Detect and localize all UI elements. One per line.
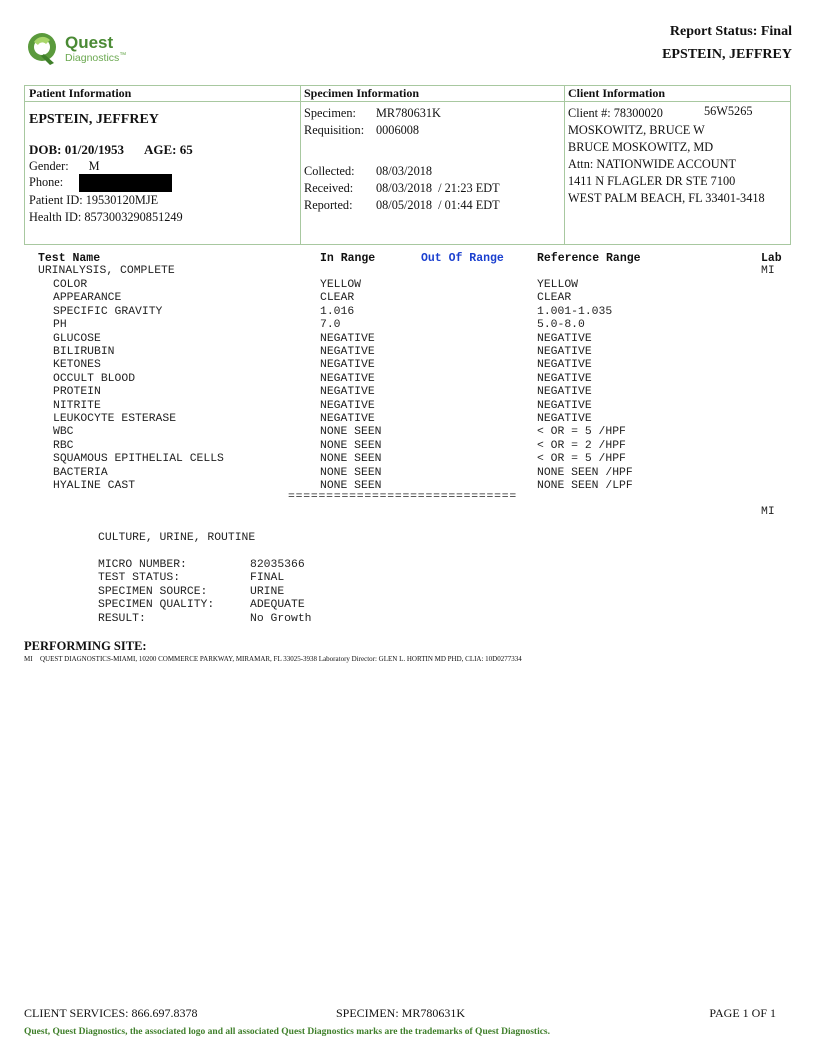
result-name: KETONES — [53, 359, 101, 372]
patient-id: Patient ID: 19530120MJE — [29, 193, 159, 207]
trademark-notice: Quest, Quest Diagnostics, the associated logo and all associated Quest Diagnostics marks are the trademarks of Quest Diagnostics. — [24, 1027, 551, 1037]
client-line-5: WEST PALM BEACH, FL 33401-3418 — [568, 191, 765, 205]
result-value: CLEAR — [320, 292, 355, 305]
culture-field-value: ADEQUATE — [250, 599, 305, 612]
patient-name: EPSTEIN, JEFFREY — [29, 112, 159, 127]
info-box-divider-2 — [564, 86, 565, 244]
result-reference: NEGATIVE — [537, 332, 592, 345]
result-value: NONE SEEN — [320, 426, 382, 439]
result-value: 7.0 — [320, 319, 341, 332]
client-line-3: Attn: NATIONWIDE ACCOUNT — [568, 157, 737, 171]
result-value: 1.016 — [320, 305, 355, 318]
result-name: GLUCOSE — [53, 332, 101, 345]
results-separator: ============================== — [288, 491, 518, 503]
result-value: NEGATIVE — [320, 399, 375, 412]
result-value: NONE SEEN — [320, 466, 382, 479]
footer-specimen: SPECIMEN: MR780631K — [336, 1006, 466, 1020]
result-name: SQUAMOUS EPITHELIAL CELLS — [53, 453, 224, 466]
col-in-range: In Range — [320, 252, 376, 265]
result-name: WBC — [53, 426, 74, 439]
collected-date: Collected: 08/03/2018 — [304, 164, 433, 178]
result-reference: 1.001-1.035 — [537, 305, 613, 318]
result-name: BACTERIA — [53, 466, 108, 479]
result-reference: NEGATIVE — [537, 413, 592, 425]
result-name: PH — [53, 319, 67, 332]
culture-field-label: SPECIMEN SOURCE: — [98, 585, 208, 598]
specimen-info-heading: Specimen Information — [304, 86, 419, 100]
performing-site-line: MI QUEST DIAGNOSTICS-MIAMI, 10200 COMMERCE PARKWAY, MIRAMAR, FL 33025-3938 Laboratory Director: GLEN L. HORTIN MD PHD, CLIA: 10D0277334 — [24, 655, 522, 663]
panel-name: URINALYSIS, COMPLETE — [38, 265, 175, 277]
info-box-header-divider — [25, 101, 790, 102]
patient-gender: Gender: M — [29, 159, 100, 173]
result-name: SPECIFIC GRAVITY — [53, 305, 163, 318]
client-line-1: MOSKOWITZ, BRUCE W — [568, 123, 705, 137]
client-services: CLIENT SERVICES: 866.697.8378 — [24, 1006, 198, 1020]
result-reference: 5.0-8.0 — [537, 319, 585, 332]
patient-info-heading: Patient Information — [29, 86, 132, 100]
received-date: Received: 08/03/2018 / 21:23 EDT — [304, 181, 500, 195]
result-reference: NONE SEEN /LPF — [537, 480, 633, 492]
col-lab: Lab — [761, 252, 782, 265]
result-reference: NEGATIVE — [537, 359, 592, 372]
result-reference: < OR = 2 /HPF — [537, 439, 626, 452]
result-value: NEGATIVE — [320, 332, 375, 345]
culture-field-label: TEST STATUS: — [98, 572, 181, 585]
culture-field-label: SPECIMEN QUALITY: — [98, 599, 215, 612]
culture-title: CULTURE, URINE, ROUTINE — [98, 532, 256, 544]
result-value: NEGATIVE — [320, 413, 375, 425]
report-status: Report Status: Final — [669, 24, 792, 39]
col-out-of-range: Out Of Range — [421, 252, 504, 265]
result-value: NEGATIVE — [320, 359, 375, 372]
client-line-4: 1411 N FLAGLER DR STE 7100 — [568, 174, 736, 188]
result-name: BILIRUBIN — [53, 346, 115, 358]
result-name: PROTEIN — [53, 386, 101, 399]
culture-field-label: MICRO NUMBER: — [98, 559, 187, 571]
redacted-phone — [79, 174, 172, 192]
result-reference: NEGATIVE — [537, 386, 592, 399]
culture-field-label: RESULT: — [98, 612, 146, 625]
col-reference-range: Reference Range — [537, 252, 641, 265]
client-line-2: BRUCE MOSKOWITZ, MD — [568, 140, 714, 154]
result-name: NITRITE — [53, 399, 101, 412]
result-name: HYALINE CAST — [53, 480, 136, 492]
result-value: NONE SEEN — [320, 480, 382, 492]
client-code: 56W5265 — [704, 104, 753, 118]
result-name: COLOR — [53, 279, 88, 291]
performing-site-title: PERFORMING SITE: — [24, 639, 147, 653]
culture-lab: MI — [761, 506, 775, 518]
col-test-name: Test Name — [38, 252, 101, 265]
culture-field-value: FINAL — [250, 572, 285, 585]
client-info-heading: Client Information — [568, 86, 665, 100]
patient-dob-age: DOB: 01/20/1953 AGE: 65 — [29, 142, 193, 157]
logo-subtitle: Diagnostics™ — [65, 52, 127, 64]
reported-date: Reported: 08/05/2018 / 01:44 EDT — [304, 198, 500, 212]
result-name: OCCULT BLOOD — [53, 372, 136, 385]
culture-field-value: URINE — [250, 585, 285, 598]
result-reference: NEGATIVE — [537, 346, 592, 358]
result-reference: YELLOW — [537, 279, 579, 291]
result-value: NEGATIVE — [320, 372, 375, 385]
result-reference: CLEAR — [537, 292, 572, 305]
result-name: APPEARANCE — [53, 292, 122, 305]
info-box — [24, 85, 791, 245]
logo-wordmark: Quest — [65, 33, 114, 52]
header-patient-name: EPSTEIN, JEFFREY — [662, 47, 792, 62]
specimen-number: Specimen: MR780631K — [304, 106, 441, 120]
requisition-number: Requisition: 0006008 — [304, 123, 420, 137]
result-value: NEGATIVE — [320, 386, 375, 399]
patient-phone: Phone: — [29, 174, 172, 192]
result-reference: NEGATIVE — [537, 372, 592, 385]
page-number: PAGE 1 OF 1 — [709, 1006, 776, 1020]
info-box-divider-1 — [300, 86, 301, 244]
result-value: YELLOW — [320, 279, 362, 291]
result-value: NONE SEEN — [320, 439, 382, 452]
client-number: Client #: 78300020 — [568, 106, 663, 120]
result-reference: NONE SEEN /HPF — [537, 466, 633, 479]
result-value: NONE SEEN — [320, 453, 382, 466]
health-id: Health ID: 8573003290851249 — [29, 210, 183, 224]
result-reference: < OR = 5 /HPF — [537, 453, 626, 466]
culture-field-value: No Growth — [250, 612, 312, 625]
panel-lab: MI — [761, 265, 775, 277]
result-name: LEUKOCYTE ESTERASE — [53, 413, 177, 425]
result-name: RBC — [53, 439, 74, 452]
culture-field-value: 82035366 — [250, 559, 305, 571]
result-reference: NEGATIVE — [537, 399, 592, 412]
result-reference: < OR = 5 /HPF — [537, 426, 626, 439]
result-value: NEGATIVE — [320, 346, 375, 358]
